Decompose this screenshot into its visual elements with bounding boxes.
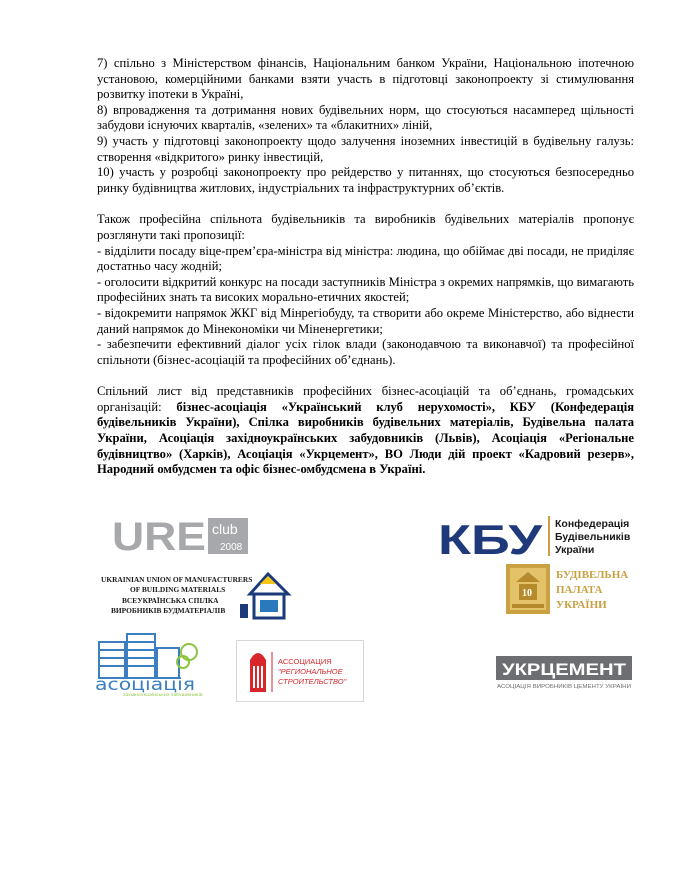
ure-club-word: club [212,521,238,537]
regional-line1: АССОЦИАЦИЯ [278,657,332,666]
signatories-paragraph [97,384,634,478]
regional-line2: "РЕГИОНАЛЬНОЕ [278,667,343,676]
palata-line1: БУДІВЕЛЬНА [556,569,629,581]
list-item: 8) впровадження та дотримання нових будівельних норм, що стосуються насамперед щільності забудови існуючих кварталів, «зелених» та «блакитних» ліній, [97,102,634,133]
kbu-line2: Будівельників [555,531,631,543]
signatories-lead: Спільний лист від представників професійних бізнес-асоціацій та об’єднань, громадських організацій: [97,384,634,414]
palata-badge: 10 [522,588,532,599]
ure-club-logo [112,516,248,556]
tower-icon [250,653,266,692]
union-en2: OF BUILDING MATERIALS [130,585,226,594]
ure-year: 2008 [220,542,243,553]
regional-construction-logo [236,640,364,702]
ukrcement-sub: АСОЦІАЦІЯ ВИРОБНИКІВ ЦЕМЕНТУ УКРАЇНИ [497,684,616,690]
palata-line3: УКРАЇНИ [556,599,607,611]
union-en1: UKRAINIAN UNION OF MANUFACTURERS [101,575,253,584]
list-item: 7) спільно з Міністерством фінансів, Національним банком України, Національною іпотечною установою, комерційними банками взяти участь в підготовці законопроекту зі стимулювання розвитку іпотеки в Україні, [97,56,634,102]
letter-body [97,56,634,478]
kbu-letters: КБУ [438,516,544,558]
asoc-sub: західноукраїнських забудовників [123,693,203,696]
ukrcement-name: УКРЦЕМЕНТ [502,660,627,679]
signatories-names: бізнес-асоціація «Український клуб нерухомості», КБУ (Конфедерація будівельників України), Спілка виробників будівельних матеріалів, Будівельна палата України, Асоціація західноукраїнських забудовників (Львів), Асоціація «Регіональне будівництво» (Харків), Асоціація «Укрцемент», ВО Люди дій проект «Кадровий резерв», Народний омбудсмен та офіс бізнес-омбудсмена в Україні. [97,399,635,477]
palata-line2: ПАЛАТА [556,584,603,596]
proposals-intro: Також професійна спільнота будівельників та виробників будівельних матеріалів пропонує розглянути такі пропозиції: [97,212,634,242]
kbu-logo [438,514,638,558]
ure-letters: URE [112,516,206,556]
list-item: 9) участь у підготовці законопроекту щодо залучення іноземних інвестицій в будівельну галузь: створення «відкритого» ринку інвестицій, [97,133,634,164]
list-item: 10) участь у розробці законопроекту про рейдерство у питаннях, що стосуються безпосередньо ринку будівництва житлових, індустріальних та інфраструктурних об’єктів. [97,165,634,195]
budivelna-palata-logo [506,562,636,616]
kbu-line1: Конфедерація [555,518,630,530]
kbu-line3: України [555,544,595,556]
asoc-name: асоціація [95,675,195,695]
union-ua1: ВСЕУКРАЇНСЬКА СПІЛКА [122,596,219,605]
union-manufacturers-logo [100,570,300,622]
proposal-item: - відокремити напрямок ЖКГ від Мінрегіобуду, та створити або окреме Міністерство, або віднести даний напрямок до Мінекономіки чи Міненергетики; [97,305,634,336]
western-builders-association-logo [93,630,205,696]
union-ua2: ВИРОБНИКІВ БУДМАТЕРІАЛІВ [111,606,226,615]
buildings-icon [99,634,197,678]
ukrcement-logo [496,656,632,690]
proposal-item: - забезпечити ефективний діалог усіх гілок влади (законодавчою та виконавчої) та професійної спільноти (бізнес-асоціацій та професійних об’єднань). [97,337,634,367]
regional-line3: СТРОИТЕЛЬСТВО" [278,677,347,686]
proposal-item: - оголосити відкритий конкурс на посади заступників Міністра з окремих напрямків, що вимагають професійних знать та високих морально-етичних якостей; [97,274,634,305]
proposal-item: - відділити посаду віце-прем’єра-міністра від міністра: людина, що обіймає дві посади, не приділяє достатньо часу жодній; [97,243,634,274]
